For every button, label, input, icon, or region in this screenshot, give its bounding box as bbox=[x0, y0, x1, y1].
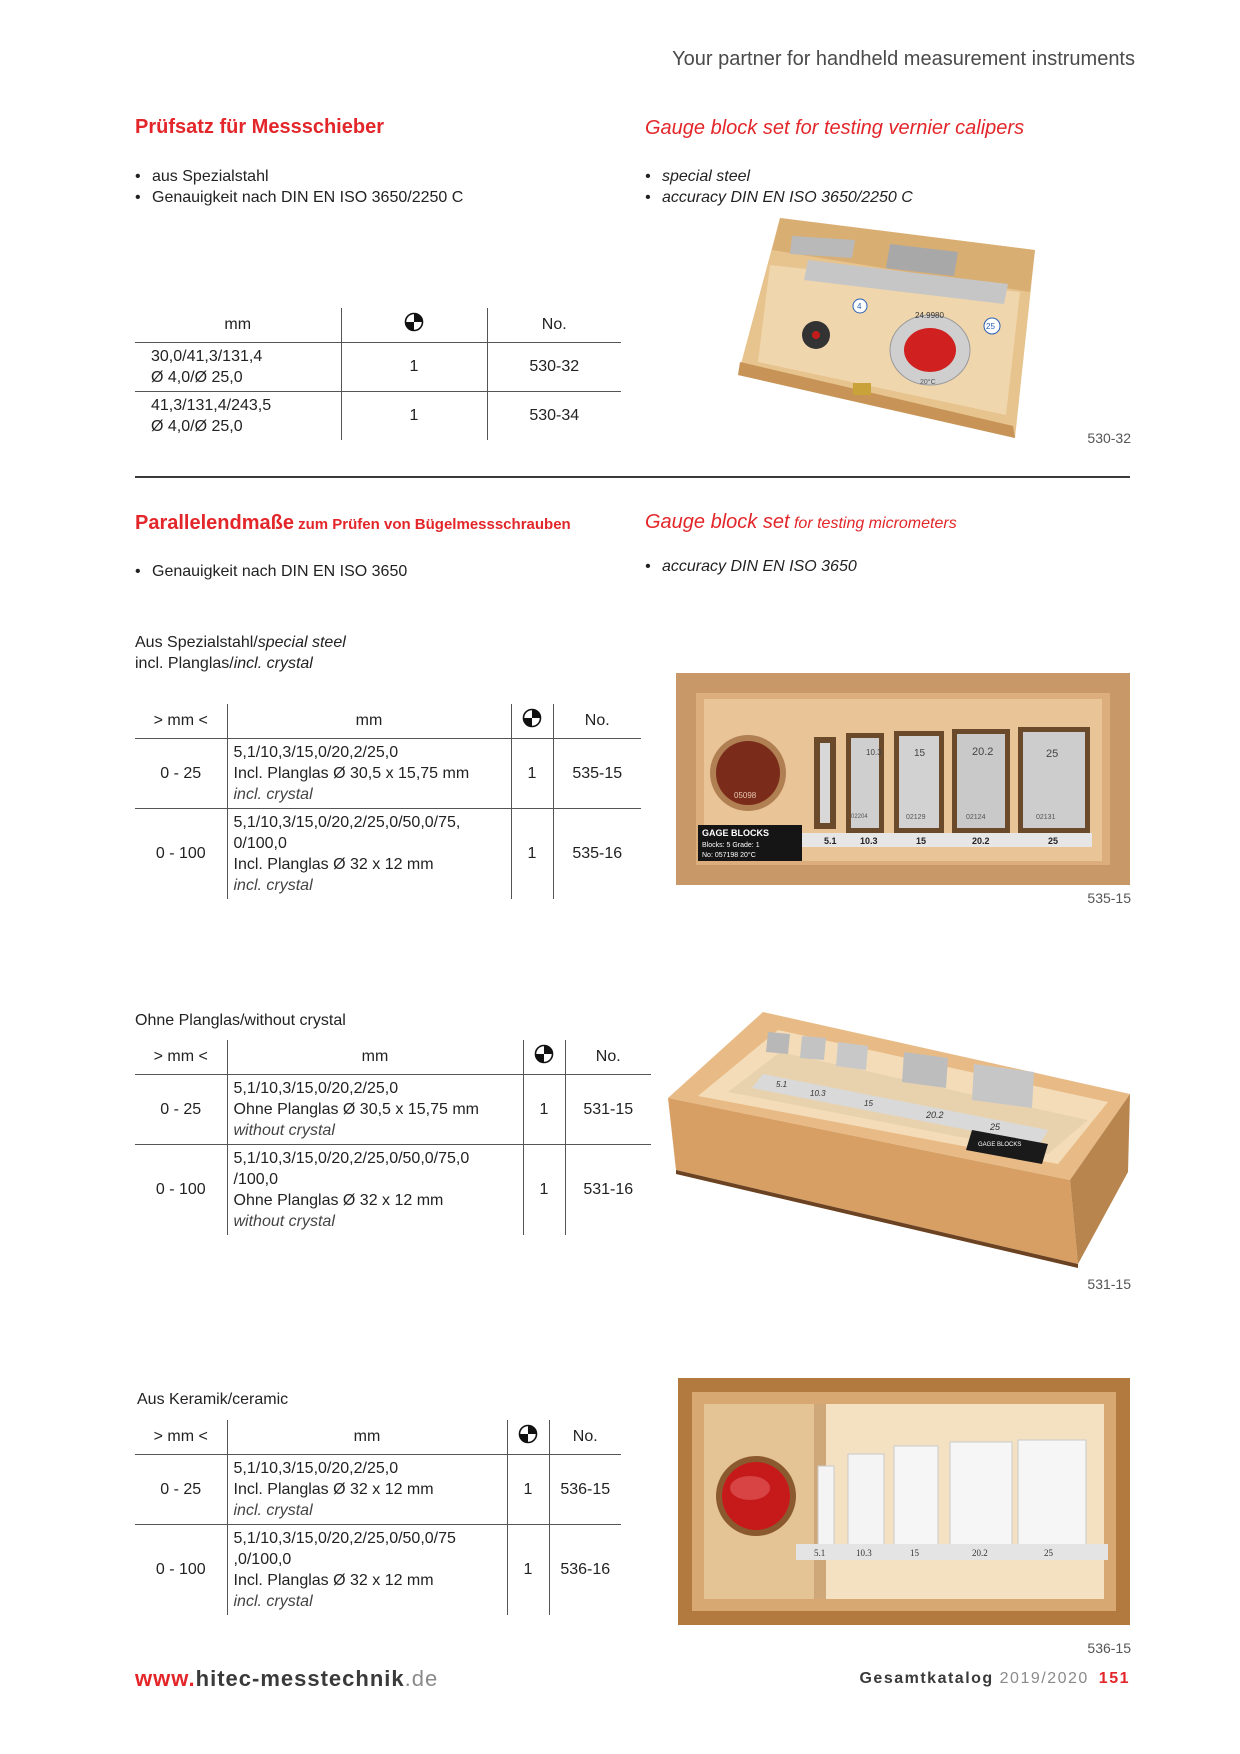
cell-line: Incl. Planglas Ø 32 x 12 mm bbox=[233, 1480, 434, 1498]
plate-no: No: 057198 20°C bbox=[702, 852, 756, 859]
cell-range: 0 - 25 bbox=[135, 1074, 227, 1144]
cell-no: 531-15 bbox=[565, 1074, 651, 1144]
scale-label: 25 bbox=[1044, 1548, 1053, 1558]
cell-line: incl. crystal bbox=[233, 876, 313, 894]
table-row bbox=[135, 342, 621, 391]
image-caption: 531-15 bbox=[1087, 1276, 1131, 1292]
cell-line: /100,0 bbox=[233, 1170, 278, 1188]
plate-title: GAGE BLOCKS bbox=[978, 1142, 1022, 1148]
col-header-no: No. bbox=[487, 308, 621, 342]
plate-blocks: Blocks: 5 Grade: 1 bbox=[702, 842, 760, 849]
table-row bbox=[135, 1144, 651, 1235]
scale-label: 5.1 bbox=[824, 836, 837, 846]
section2-title-en bbox=[645, 511, 957, 534]
col-header-qty bbox=[523, 1040, 565, 1074]
scale-label: 20.2 bbox=[926, 1110, 944, 1120]
plate-title: GAGE BLOCKS bbox=[702, 828, 770, 838]
table-header-row bbox=[135, 1040, 651, 1074]
section1-title-de: Prüfsatz für Messschieber bbox=[135, 116, 384, 138]
scale-label: 25 bbox=[990, 1122, 1001, 1132]
cell-range: 0 - 25 bbox=[135, 738, 227, 808]
table2-subheading bbox=[135, 632, 346, 674]
cell-line: incl. crystal bbox=[233, 1501, 313, 1519]
block-label: 10.3 bbox=[866, 748, 882, 757]
col-header-mm: mm bbox=[135, 308, 341, 342]
scale-label: 15 bbox=[864, 1099, 873, 1108]
image-caption: 536-15 bbox=[1087, 1640, 1131, 1656]
cell-line: 41,3/131,4/243,5 bbox=[151, 396, 272, 414]
product-image-530-32 bbox=[730, 210, 1040, 440]
cell-mm bbox=[227, 1524, 507, 1615]
section1-bullets-en bbox=[645, 166, 913, 208]
block-label: 25 bbox=[1046, 748, 1059, 760]
title-main: Gauge block set bbox=[645, 511, 790, 533]
bullet: • Genauigkeit nach DIN EN ISO 3650/2250 C bbox=[135, 187, 463, 208]
col-header-qty bbox=[341, 308, 487, 342]
cell-mm bbox=[227, 1454, 507, 1524]
cell-line: 0/100,0 bbox=[233, 834, 287, 852]
product-image-535-15 bbox=[676, 673, 1130, 885]
cell-line: without crystal bbox=[233, 1212, 335, 1230]
cell-no: 536-16 bbox=[549, 1524, 621, 1615]
page-number: 151 bbox=[1098, 1670, 1130, 1687]
catalog-years: 2019/2020 bbox=[999, 1670, 1089, 1687]
col-header-qty bbox=[507, 1420, 549, 1454]
quarter-circle-mark-icon bbox=[404, 312, 424, 332]
table-row bbox=[135, 1524, 621, 1615]
cell-line: 5,1/10,3/15,0/20,2/25,0 bbox=[233, 1079, 399, 1097]
cell-range: 0 - 100 bbox=[155, 845, 206, 862]
cell-no: 536-15 bbox=[549, 1454, 621, 1524]
bullet: • accuracy DIN EN ISO 3650/2250 C bbox=[645, 187, 913, 208]
subheading-line bbox=[135, 632, 346, 653]
bullet: • Genauigkeit nach DIN EN ISO 3650 bbox=[135, 561, 407, 582]
quarter-circle-mark-icon bbox=[522, 708, 542, 728]
url-domain: hitec-messtechnik bbox=[195, 1666, 405, 1691]
block-label: 20.2 bbox=[972, 746, 994, 758]
cell-mm bbox=[227, 738, 511, 808]
cell-range: 0 - 100 bbox=[155, 1181, 206, 1198]
col-header-qty bbox=[511, 704, 553, 738]
cell-qty: 1 bbox=[507, 1454, 549, 1524]
cell-qty: 1 bbox=[341, 391, 487, 440]
col-header-range: > mm < bbox=[135, 1040, 227, 1074]
ring-temp: 20°C bbox=[920, 379, 936, 386]
col-header-mm: mm bbox=[227, 1040, 523, 1074]
cell-qty: 1 bbox=[507, 1524, 549, 1615]
cell-mm bbox=[227, 1144, 523, 1235]
serial: 02131 bbox=[1036, 814, 1056, 821]
section2-bullets-de bbox=[135, 561, 407, 582]
cell-no: 531-16 bbox=[565, 1144, 651, 1235]
scale-label: 20.2 bbox=[972, 1548, 988, 1558]
image-caption: 535-15 bbox=[1087, 890, 1131, 906]
cell-qty: 1 bbox=[511, 738, 553, 808]
text-en: incl. crystal bbox=[233, 655, 313, 672]
scale-label: 10.3 bbox=[860, 836, 878, 846]
cell-line: Ø 4,0/Ø 25,0 bbox=[151, 368, 243, 386]
bullet: • accuracy DIN EN ISO 3650 bbox=[645, 556, 857, 577]
section1-bullets-de bbox=[135, 166, 463, 208]
cell-qty: 1 bbox=[511, 808, 553, 899]
scale-label: 5.1 bbox=[814, 1548, 826, 1558]
text-de: Aus Spezialstahl/ bbox=[135, 634, 258, 651]
table-row bbox=[135, 738, 641, 808]
bullet: • special steel bbox=[645, 166, 913, 187]
table3-subheading: Ohne Planglas/without crystal bbox=[135, 1012, 346, 1029]
cell-no: 535-16 bbox=[553, 808, 641, 899]
cell-line: 5,1/10,3/15,0/20,2/25,0/50,0/75 bbox=[233, 1529, 456, 1547]
col-header-range: > mm < bbox=[135, 1420, 227, 1454]
serial: 02204 bbox=[851, 814, 868, 820]
cell-no: 530-34 bbox=[487, 391, 621, 440]
col-header-no: No. bbox=[553, 704, 641, 738]
cell-range: 0 - 100 bbox=[155, 1561, 206, 1578]
title-sub: zum Prüfen von Bügelmessschrauben bbox=[293, 516, 571, 533]
tag-4: 4 bbox=[857, 302, 862, 311]
tag-25: 25 bbox=[986, 322, 995, 331]
section2-title-de bbox=[135, 512, 571, 535]
section-divider bbox=[135, 476, 1130, 478]
cell-line: 30,0/41,3/131,4 bbox=[151, 347, 263, 365]
cell-line: incl. crystal bbox=[233, 1592, 313, 1610]
section1-table bbox=[135, 308, 621, 440]
cell-line: Ohne Planglas Ø 32 x 12 mm bbox=[233, 1191, 444, 1209]
cell-qty: 1 bbox=[523, 1074, 565, 1144]
table-header-row bbox=[135, 704, 641, 738]
cell-no: 530-32 bbox=[487, 342, 621, 391]
ring-label: 24.9980 bbox=[915, 311, 944, 320]
text-en: special steel bbox=[257, 634, 346, 651]
url-tld: .de bbox=[404, 1666, 439, 1691]
cell-line: Incl. Planglas Ø 32 x 12 mm bbox=[233, 1571, 434, 1589]
cell-mm bbox=[135, 342, 341, 391]
url-prefix: www. bbox=[135, 1666, 196, 1691]
table-header-row bbox=[135, 1420, 621, 1454]
table3 bbox=[135, 1040, 651, 1235]
cell-line: 5,1/10,3/15,0/20,2/25,0 bbox=[233, 743, 399, 761]
cell-range: 0 - 25 bbox=[135, 1454, 227, 1524]
page-tagline: Your partner for handheld measurement instruments bbox=[672, 48, 1135, 70]
cell-qty: 1 bbox=[341, 342, 487, 391]
scale-label: 10.3 bbox=[810, 1089, 826, 1098]
cell-line: Incl. Planglas Ø 30,5 x 15,75 mm bbox=[233, 764, 470, 782]
block-label: 15 bbox=[914, 748, 926, 759]
footer-catalog bbox=[859, 1670, 1130, 1688]
table-row bbox=[135, 391, 621, 440]
cell-mm bbox=[227, 1074, 523, 1144]
section1-title-en: Gauge block set for testing vernier calipers bbox=[645, 117, 1025, 139]
col-header-mm: mm bbox=[227, 704, 511, 738]
cell-mm bbox=[227, 808, 511, 899]
serial: 02129 bbox=[906, 814, 926, 821]
cell-line: 5,1/10,3/15,0/20,2/25,0 bbox=[233, 1459, 399, 1477]
col-header-range: > mm < bbox=[135, 704, 227, 738]
cell-line: without crystal bbox=[233, 1121, 335, 1139]
image-caption: 530-32 bbox=[1087, 430, 1131, 446]
catalog-label: Gesamtkatalog bbox=[859, 1670, 994, 1687]
cell-line: Incl. Planglas Ø 32 x 12 mm bbox=[233, 855, 434, 873]
bullet: • aus Spezialstahl bbox=[135, 166, 463, 187]
table-row bbox=[135, 1454, 621, 1524]
cell-line: Ohne Planglas Ø 30,5 x 15,75 mm bbox=[233, 1100, 479, 1118]
table-header-row bbox=[135, 308, 621, 342]
serial: 02124 bbox=[966, 814, 986, 821]
product-image-531-15 bbox=[668, 1012, 1130, 1268]
title-sub: for testing micrometers bbox=[789, 515, 957, 532]
cell-qty: 1 bbox=[523, 1144, 565, 1235]
lens-mark: 05098 bbox=[734, 791, 757, 800]
subheading-line bbox=[135, 653, 346, 674]
cell-line: incl. crystal bbox=[233, 785, 313, 803]
cell-line: 5,1/10,3/15,0/20,2/25,0/50,0/75,0 bbox=[233, 1149, 470, 1167]
table2 bbox=[135, 704, 641, 899]
quarter-circle-mark-icon bbox=[534, 1044, 554, 1064]
col-header-mm: mm bbox=[227, 1420, 507, 1454]
scale-label: 15 bbox=[916, 836, 927, 846]
cell-mm bbox=[135, 391, 341, 440]
table4 bbox=[135, 1420, 621, 1615]
quarter-circle-mark-icon bbox=[518, 1424, 538, 1444]
scale-label: 10.3 bbox=[856, 1548, 872, 1558]
table-row bbox=[135, 808, 641, 899]
col-header-no: No. bbox=[565, 1040, 651, 1074]
cell-line: Ø 4,0/Ø 25,0 bbox=[151, 417, 243, 435]
cell-no: 535-15 bbox=[553, 738, 641, 808]
cell-line: 5,1/10,3/15,0/20,2/25,0/50,0/75, bbox=[233, 813, 461, 831]
scale-label: 5.1 bbox=[776, 1080, 788, 1089]
footer-website-link[interactable] bbox=[135, 1666, 438, 1692]
cell-line: ,0/100,0 bbox=[233, 1550, 292, 1568]
product-image-536-15 bbox=[678, 1378, 1130, 1625]
table-row bbox=[135, 1074, 651, 1144]
scale-label: 15 bbox=[910, 1548, 919, 1558]
table4-subheading: Aus Keramik/ceramic bbox=[137, 1391, 289, 1408]
title-main: Parallelendmaße bbox=[135, 512, 294, 534]
scale-label: 20.2 bbox=[972, 836, 990, 846]
section2-bullets-en bbox=[645, 556, 857, 577]
scale-label: 25 bbox=[1048, 836, 1059, 846]
col-header-no: No. bbox=[549, 1420, 621, 1454]
text-de: incl. Planglas/ bbox=[135, 655, 234, 672]
